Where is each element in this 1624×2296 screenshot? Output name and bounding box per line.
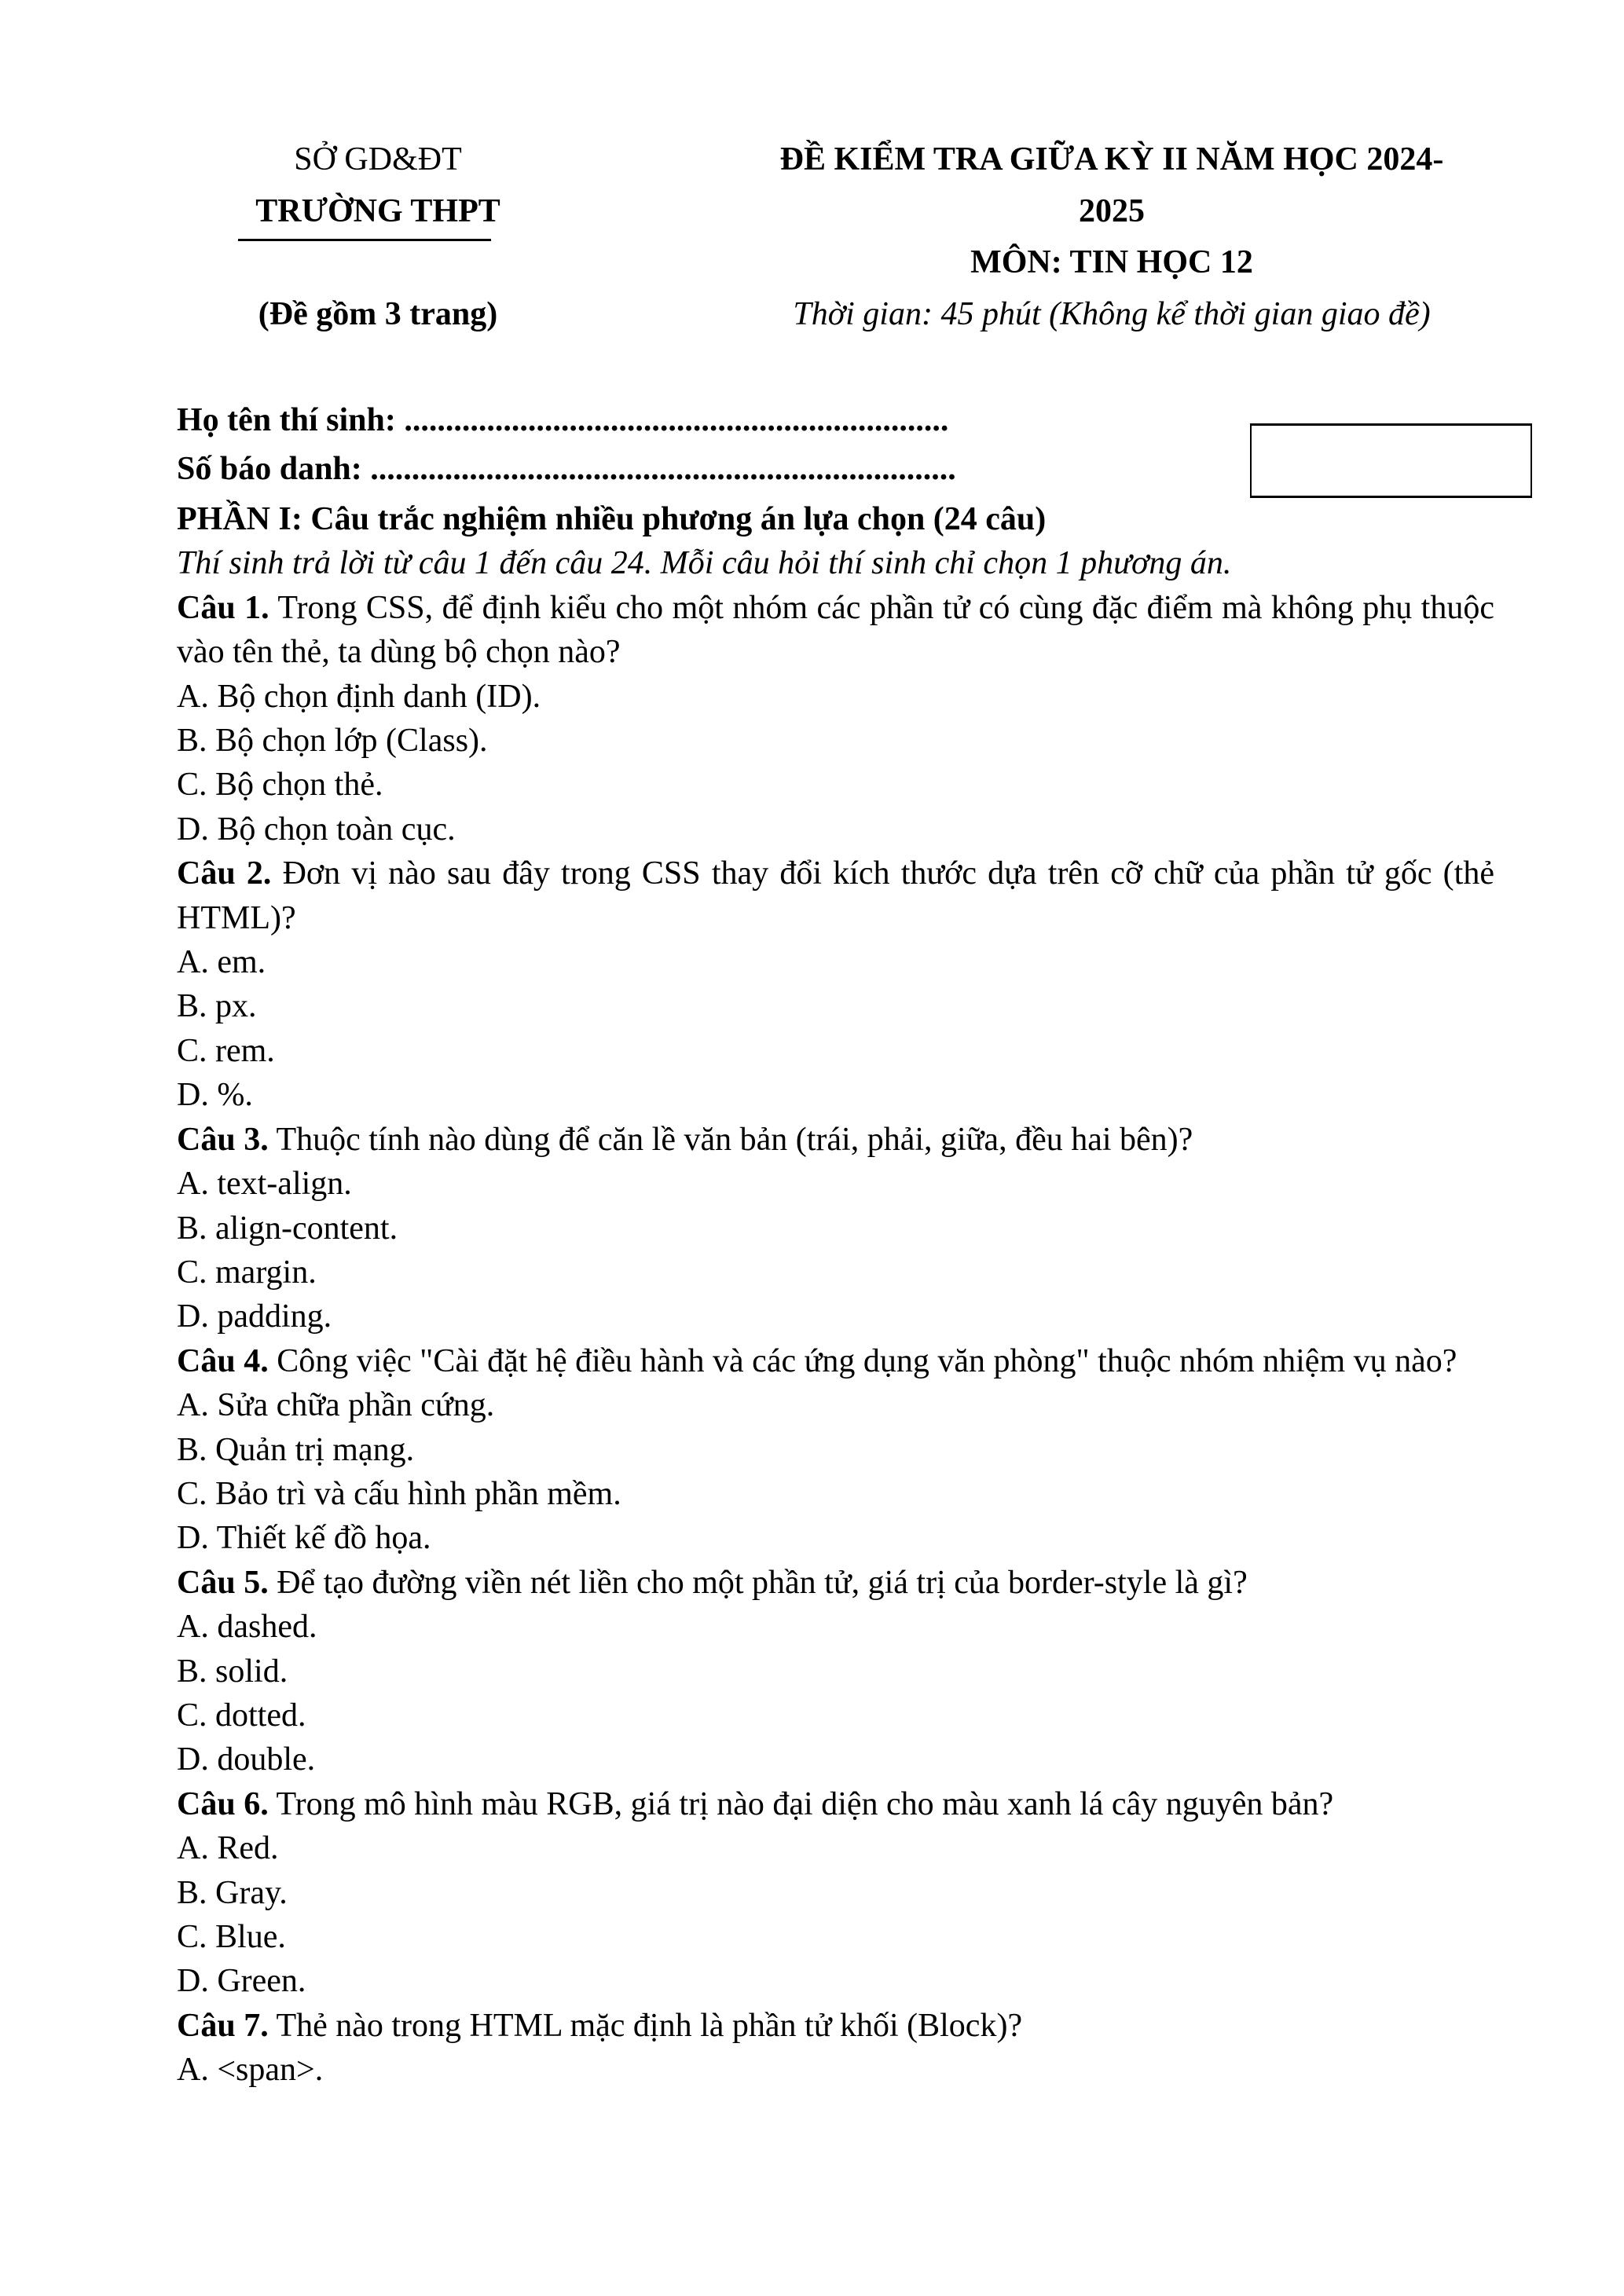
option: A. <span>. <box>177 2052 324 2089</box>
pages-note: (Đề gồm 3 trang) <box>258 296 498 332</box>
question-text: Thẻ nào trong HTML mặc định là phần tử khối (Block)? <box>268 2007 1023 2044</box>
question-text: Đơn vị nào sau đây trong CSS thay đổi kích thước dựa trên cỡ chữ của phần tử gốc (thẻ HTML)? <box>177 855 1494 936</box>
option: C. rem. <box>177 1032 275 1069</box>
exam-subject: MÔN: TIN HỌC 12 <box>970 244 1253 280</box>
exam-title-line2: 2025 <box>1079 193 1145 229</box>
option: D. Green. <box>177 1963 306 2000</box>
option: B. solid. <box>177 1653 288 1690</box>
question-2 <box>177 851 1494 1117</box>
question-label: Câu 1. <box>177 589 269 626</box>
exam-body <box>177 497 1494 2093</box>
question-text: Trong CSS, để định kiểu cho một nhóm các phần tử có cùng đặc điểm mà không phụ thuộc vào tên thẻ, ta dùng bộ chọn nào? <box>177 589 1494 671</box>
question-3 <box>177 1118 1494 1339</box>
question-label: Câu 7. <box>177 2007 269 2044</box>
question-4 <box>177 1339 1494 1561</box>
option: B. Gray. <box>177 1874 288 1911</box>
question-5 <box>177 1561 1494 1782</box>
option: D. %. <box>177 1077 253 1114</box>
option: C. Bộ chọn thẻ. <box>177 767 383 804</box>
option: B. Bộ chọn lớp (Class). <box>177 723 488 760</box>
option: C. margin. <box>177 1254 317 1291</box>
exam-code-box <box>1250 423 1532 498</box>
question-label: Câu 6. <box>177 1785 269 1822</box>
option: B. Quản trị mạng. <box>177 1431 415 1468</box>
exam-time: Thời gian: 45 phút (Không kể thời gian giao đề) <box>793 296 1431 332</box>
option: C. Blue. <box>177 1919 286 1955</box>
question-label: Câu 4. <box>177 1342 269 1379</box>
question-1 <box>177 586 1494 851</box>
option: A. Bộ chọn định danh (ID). <box>177 678 541 715</box>
department-name: SỞ GD&ĐT <box>294 141 462 178</box>
section-title: PHẦN I: Câu trắc nghiệm nhiều phương án lựa chọn (24 câu) <box>177 501 1047 537</box>
option: A. text-align. <box>177 1166 352 1203</box>
student-id-field[interactable]: Số báo danh: ....................................................................... <box>177 451 956 487</box>
option: A. em. <box>177 944 266 981</box>
option: D. Thiết kế đồ họa. <box>177 1520 431 1557</box>
option: D. double. <box>177 1741 316 1778</box>
option: A. dashed. <box>177 1609 317 1646</box>
student-name-field[interactable]: Họ tên thí sinh: .................................................................. <box>177 402 949 438</box>
question-7 <box>177 2004 1494 2093</box>
option: B. align-content. <box>177 1210 398 1247</box>
header-divider <box>238 239 491 241</box>
question-text: Trong mô hình màu RGB, giá trị nào đại diện cho màu xanh lá cây nguyên bản? <box>268 1785 1334 1822</box>
question-text: Thuộc tính nào dùng để căn lề văn bản (trái, phải, giữa, đều hai bên)? <box>268 1121 1193 1158</box>
option: A. Sửa chữa phần cứng. <box>177 1387 495 1424</box>
question-6 <box>177 1782 1494 2004</box>
question-text: Để tạo đường viền nét liền cho một phần tử, giá trị của border-style là gì? <box>268 1564 1248 1601</box>
school-name: TRƯỜNG THPT <box>255 193 500 229</box>
option: D. padding. <box>177 1298 332 1335</box>
question-label: Câu 2. <box>177 855 272 892</box>
question-text: Công việc "Cài đặt hệ điều hành và các ứng dụng văn phòng" thuộc nhóm nhiệm vụ nào? <box>268 1342 1457 1379</box>
question-label: Câu 3. <box>177 1121 269 1158</box>
option: C. Bảo trì và cấu hình phần mềm. <box>177 1475 621 1512</box>
question-label: Câu 5. <box>177 1564 269 1601</box>
exam-title-line1: ĐỀ KIỂM TRA GIỮA KỲ II NĂM HỌC 2024- <box>779 141 1444 178</box>
option: A. Red. <box>177 1830 279 1867</box>
section-instruction: Thí sinh trả lời từ câu 1 đến câu 24. Mỗi câu hỏi thí sinh chỉ chọn 1 phương án. <box>177 545 1232 582</box>
option: C. dotted. <box>177 1697 306 1734</box>
option: D. Bộ chọn toàn cục. <box>177 811 456 848</box>
option: B. px. <box>177 988 257 1025</box>
